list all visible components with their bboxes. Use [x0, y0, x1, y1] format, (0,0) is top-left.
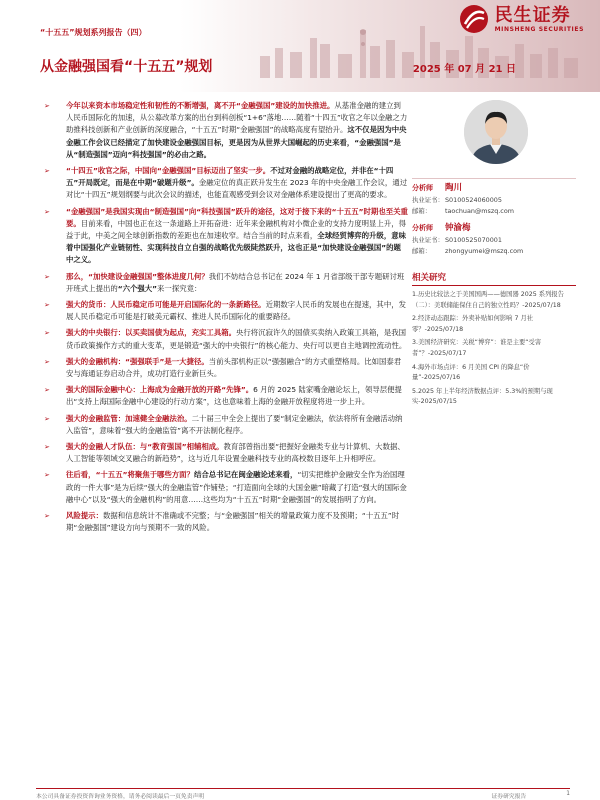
paragraph-text: 6 月的 2025 陆家嘴金融论坛上，领导层便提出“支持上海国际金融中心建设的行动方案”，这也意味着上海的金融开放程度将进一步上升。	[66, 385, 402, 407]
summary-paragraph	[42, 165, 408, 202]
paragraph-text: 当前头部机构正以“强强融合”的方式重塑格局。比如国泰君安与海通证券启动合并，成功打造行业新巨头。	[66, 356, 402, 379]
summary-paragraph	[42, 413, 408, 437]
related-research-heading: 相关研究	[412, 271, 576, 286]
summary-paragraph	[42, 510, 408, 534]
bullet-arrow-icon: ➢	[44, 512, 50, 521]
logo-cn-text: 民生证券	[494, 4, 571, 26]
email-link[interactable]: taochuan@mszq.com	[445, 207, 514, 215]
paragraph-text: 不过对金融的战略定位，并非在“十四五”开局既定，而是在中期“破题升级”。	[66, 166, 394, 188]
summary-paragraph	[42, 271, 408, 295]
bullet-arrow-icon: ➢	[44, 102, 50, 110]
email-link[interactable]: zhongyumei@mszq.com	[445, 247, 524, 255]
related-research-list	[412, 290, 576, 408]
analyst-name: 钟渝梅	[445, 223, 471, 233]
paragraph-text: 数据和信息统计不准确或不完整；与“金融强国”相关的增量政策力度不及预期；“十五五”时期“金融强国”建设方向与预期不一致的风险。	[66, 511, 400, 533]
page-footer	[36, 788, 570, 800]
summary-paragraph	[42, 299, 408, 323]
page-number: 1	[566, 791, 570, 797]
cert-label: 执业证书：	[412, 196, 444, 204]
paragraph-text: 那么，“加快建设金融强国”整体进度几何？	[66, 271, 209, 281]
analyst-name: 陶川	[445, 183, 463, 193]
bullet-arrow-icon: ➢	[44, 329, 50, 338]
cert-number: S0100524060005	[445, 196, 502, 204]
bullet-arrow-icon: ➢	[44, 207, 50, 216]
paragraph-text: 强大的货币：人民币稳定币可能是开启国际化的一条新路径。	[66, 300, 266, 310]
series-label: “十五五”规划系列报告（四）	[40, 28, 147, 37]
summary-paragraph	[42, 327, 408, 351]
related-research-item[interactable]: 3.美国经济研究：关税“博弈”：谁是主要“受害者”？-2025/07/17	[412, 339, 542, 357]
related-research-item[interactable]: 1.历史比较法之于美国国两——德国器 2025 系列报告（二）：美联储能保住自己的独立性吗？-2025/07/18	[412, 291, 564, 309]
summary-paragraph	[42, 206, 408, 267]
analyst-sidebar	[412, 100, 576, 411]
paragraph-text: “六个强大”	[117, 283, 158, 293]
bullet-arrow-icon: ➢	[44, 167, 50, 176]
paragraph-text: 二十届三中全会上提出了要“制定金融法，依法将所有金融活动纳入监管”，意味着“强大的金融监管”离不开法制化程序。	[66, 413, 403, 435]
paragraph-text: “金融强国”是我国实现由“制造强国”向“科技强国”跃升的途径，这对于接下来的“十五五”时期也至关重要。	[66, 206, 408, 228]
logo-en-text: MINSHENG SECURITIES	[494, 25, 584, 33]
related-research-item[interactable]: 4.海外市场点评：6 月美国 CPI 的降息“价量”-2025/07/16	[412, 363, 530, 382]
mail-label: 邮箱：	[412, 207, 432, 215]
paragraph-text: 来一探究竟：	[157, 283, 202, 293]
bullet-arrow-icon: ➢	[44, 301, 50, 310]
minsheng-logo-icon	[459, 4, 489, 34]
related-research-item[interactable]: 2.经济动态跟踪：外卖补贴如何影响 7 月社零？-2025/07/18	[412, 315, 534, 333]
paragraph-text: 强大的金融人才队伍：与“教育强国”相辅相成。	[66, 442, 224, 452]
summary-column	[42, 100, 408, 539]
cert-number: S0100525070001	[445, 236, 502, 244]
related-research-item[interactable]: 5.2025 年上半年经济数据点评：5.3%的预期与现实-2025/07/15	[412, 387, 553, 406]
bullet-arrow-icon: ➢	[44, 386, 50, 395]
paragraph-text: 这不仅是因为中央金融工作会议已经描定了加快建设金融强国目标，更是因为从世界大国崛起的历史来看，“金融强国”是从“制造强国”迈向“科技强国”的必由之路。	[66, 125, 407, 159]
paragraph-text: 强大的金融监管：加速健全金融法治。	[66, 413, 192, 423]
summary-paragraph	[42, 469, 408, 506]
report-date: 2025 年 07 月 21 日	[412, 64, 516, 75]
cert-label: 执业证书：	[412, 236, 444, 244]
paragraph-text: 强大的国际金融中心：上海成为金融开放的开路“先锋”。	[66, 385, 254, 395]
bullet-arrow-icon: ➢	[44, 443, 50, 452]
summary-paragraph	[42, 384, 408, 408]
summary-paragraph	[42, 100, 408, 161]
paragraph-text: 目前来看，中国也正在这一条道路上开拓奋进：近年来金融机构对小微企业的支持力度明显上升，得益于此，中美之间全球创新指数的差距也在加速收窄。结合当前的时点来看，	[66, 218, 406, 241]
paragraph-text: 教育部曾指出要“把握好金融类专业与计算机、大数据、人工智能等领域交叉融合的新趋势”，这与近几年设置金融科技专业的高校数目逐年上升相呼应。	[66, 442, 405, 464]
bullet-arrow-icon: ➢	[44, 414, 50, 423]
paragraph-text: 强大的金融机构：“强强联手”是一大捷径。	[66, 356, 209, 366]
paragraph-text: 往后看，“十五五”将聚焦于哪些方面？	[66, 470, 194, 480]
report-title: 从金融强国看“十五五”规划	[40, 59, 213, 75]
paragraph-text: 金融定位的真正跃升发生在 2023 年的中央金融工作会议，通过对比“十四五”规划纲要与此次会议的描述，也能直观感受到会议对金融体系建设提出了更高的要求。	[66, 178, 408, 200]
paragraph-text: 近期数字人民币的发展也在提速，其中，发展人民币稳定币可能是打破美元霸权、推进人民币国际化的重要路径。	[66, 300, 406, 322]
company-logo	[459, 4, 584, 34]
mail-label: 邮箱：	[412, 247, 432, 255]
paragraph-text: “切实把维护金融安全作为治国理政的一件大事”是为后续“强大的金融监管”作铺垫；“打造面向全球的大国金融”暗藏了打造“强大的国际金融中心”以及“强大的金融机构”的用意……这些均为“十五五”时期“金融强国”的发展指明了方向。	[66, 470, 407, 504]
analyst-block-1	[412, 178, 576, 257]
paragraph-text: 风险提示：	[66, 511, 103, 521]
doc-type-label: 证券研究报告	[491, 794, 527, 800]
bullet-arrow-icon: ➢	[44, 357, 50, 366]
paragraph-text: 强大的中央银行：以买卖国债为起点，充实工具箱。	[66, 328, 236, 338]
paragraph-text: 全球经贸博弈的升级，意味着中国强化产业链韧性、实现科技自立自强的战略优先级陡然跃升，这也正是“加快建设金融强国”的题中之义。	[66, 231, 406, 265]
paragraph-text: 今年以来资本市场稳定性和韧性的不断增强，离不开“金融强国”建设的加快推进。	[66, 101, 335, 110]
paragraph-text: “十四五”收官之际，中国向“金融强国”目标迈出了坚实一步。	[66, 166, 271, 176]
summary-paragraph	[42, 441, 408, 465]
paragraph-text: 结合总书记在闽金融论述来看，	[193, 470, 298, 480]
analyst-portrait-icon	[464, 100, 528, 164]
paragraph-text: 我们不妨结合总书记在 2024 年 1 月省部级干部专题研讨班开班式上提出的	[66, 271, 405, 293]
summary-paragraph	[42, 356, 408, 380]
bullet-arrow-icon: ➢	[44, 272, 50, 281]
bullet-arrow-icon: ➢	[44, 471, 50, 480]
analyst-role: 分析师	[412, 184, 433, 192]
paragraph-text: 从基准金融的建立到人民币国际化的加速，从公募改革方案的出台到科创板“1+6”落地……随着“十四五”收官之年以金融之力助推科技创新和产业创新的深度融合，“十五五”时期“金融强国”的战略高度有望抬升。	[66, 101, 408, 135]
analyst-photo	[464, 100, 528, 164]
report-header	[0, 0, 600, 92]
disclaimer-text: 本公司具备证券投资咨询业务资格，请务必阅读最后一页免责声明	[36, 794, 205, 800]
paragraph-text: 央行将沉寂许久的国债买卖纳入政策工具箱，是我国货币政策操作方式的重大变革，更是锻造“强大的中央银行”的核心能力、央行可以更自主地调控流动性。	[66, 328, 407, 350]
analyst-role: 分析师	[412, 224, 433, 232]
